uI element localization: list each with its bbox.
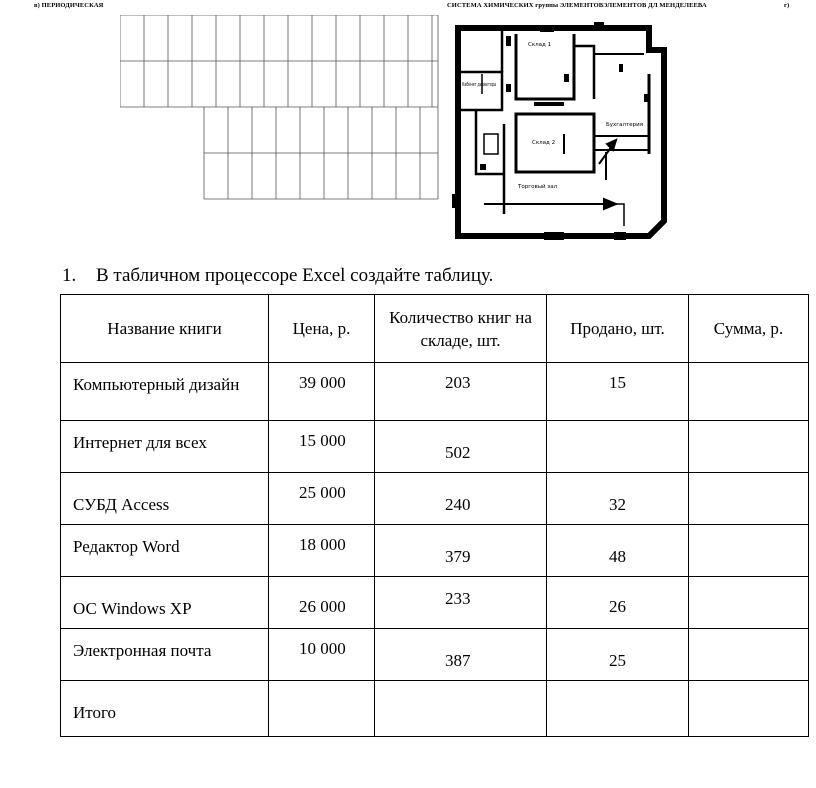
cell-title-text: Компьютерный дизайн — [73, 375, 240, 394]
cell-stock — [375, 629, 547, 681]
cell-price-text: 15 000 — [299, 431, 346, 450]
cell-price-text: 39 000 — [299, 373, 346, 392]
task-statement — [62, 265, 493, 287]
cell-title-text: ОС Windows XP — [73, 599, 192, 618]
cell-stock-text: 240 — [445, 495, 471, 514]
header-stock: Количество книг на складе, шт. — [375, 295, 547, 363]
header-price: Цена, р. — [269, 295, 375, 363]
table-row — [61, 629, 809, 681]
cell-sum — [689, 363, 809, 421]
cell-price — [269, 629, 375, 681]
cell-price — [269, 577, 375, 629]
table-header-row — [61, 295, 809, 363]
cell-sum — [689, 525, 809, 577]
header-left: в) ПЕРИОДИЧЕСКАЯ — [34, 2, 104, 9]
cell-title — [61, 629, 269, 681]
cell-title-text: СУБД Access — [73, 495, 170, 514]
table-row — [61, 363, 809, 421]
cell-price-text: 25 000 — [299, 483, 346, 502]
cell-sold-text: 15 — [609, 373, 626, 392]
cell-title-text: Итого — [73, 703, 117, 722]
header-middle: СИСТЕМА ХИМИЧЕСКИХ группы ЭЛЕМЕНТОВЭЛЕМЕНТОВ ДЛ МЕНДЕЛЕЕВА — [447, 2, 707, 9]
table-row — [61, 681, 809, 737]
table-row — [61, 577, 809, 629]
header-right: г) — [784, 2, 790, 9]
cell-stock-text: 387 — [445, 651, 471, 670]
cell-title — [61, 473, 269, 525]
cell-stock — [375, 577, 547, 629]
cell-sold — [547, 525, 689, 577]
cell-price-text: 10 000 — [299, 639, 346, 658]
cell-sold — [547, 577, 689, 629]
header-sum: Сумма, р. — [689, 295, 809, 363]
cell-stock — [375, 681, 547, 737]
cell-sold — [547, 421, 689, 473]
cell-price-text: 18 000 — [299, 535, 346, 554]
cell-stock-text: 502 — [445, 443, 471, 462]
cell-sold-text: 48 — [609, 547, 626, 566]
cell-stock-text: 233 — [445, 589, 471, 608]
cell-sold-text: 32 — [609, 495, 626, 514]
task-text: В табличном процессоре Excel создайте таблицу. — [96, 265, 494, 286]
table-row — [61, 525, 809, 577]
cell-sum — [689, 473, 809, 525]
cell-price — [269, 525, 375, 577]
cell-sold — [547, 363, 689, 421]
header-title: Название книги — [61, 295, 269, 363]
room-label-sales-hall: Торговый зал — [518, 184, 558, 190]
cell-title-text: Редактор Word — [73, 537, 180, 556]
room-label-director: Кабинет директора — [462, 82, 496, 88]
floor-plan-figure — [444, 14, 672, 242]
cell-price — [269, 681, 375, 737]
cell-stock — [375, 525, 547, 577]
cell-title-text: Интернет для всех — [73, 433, 207, 452]
cell-price — [269, 363, 375, 421]
cell-sold-text: 26 — [609, 597, 626, 616]
cell-sold — [547, 681, 689, 737]
room-label-warehouse-1: Склад 1 — [528, 42, 552, 48]
cell-sum — [689, 629, 809, 681]
cell-sum — [689, 681, 809, 737]
books-table — [60, 294, 809, 737]
cell-sum — [689, 577, 809, 629]
cell-sold — [547, 473, 689, 525]
room-label-accounting: Бухгалтерия — [606, 122, 644, 128]
room-label-warehouse-2: Склад 2 — [532, 140, 556, 146]
cell-sold — [547, 629, 689, 681]
cell-price-text: 26 000 — [299, 597, 346, 616]
cell-title — [61, 363, 269, 421]
cell-stock — [375, 363, 547, 421]
cell-stock-text: 379 — [445, 547, 471, 566]
cell-price — [269, 473, 375, 525]
cell-stock — [375, 473, 547, 525]
cell-title — [61, 525, 269, 577]
task-number: 1. — [62, 265, 77, 286]
header-sold: Продано, шт. — [547, 295, 689, 363]
cell-stock-text: 203 — [445, 373, 471, 392]
cell-stock — [375, 421, 547, 473]
cell-title — [61, 421, 269, 473]
cell-price — [269, 421, 375, 473]
cell-sold-text: 25 — [609, 651, 626, 670]
table-row — [61, 421, 809, 473]
blank-grid-figure — [120, 15, 440, 205]
cell-title-text: Электронная почта — [73, 641, 212, 660]
cell-title — [61, 577, 269, 629]
cell-title — [61, 681, 269, 737]
cell-sum — [689, 421, 809, 473]
table-row — [61, 473, 809, 525]
